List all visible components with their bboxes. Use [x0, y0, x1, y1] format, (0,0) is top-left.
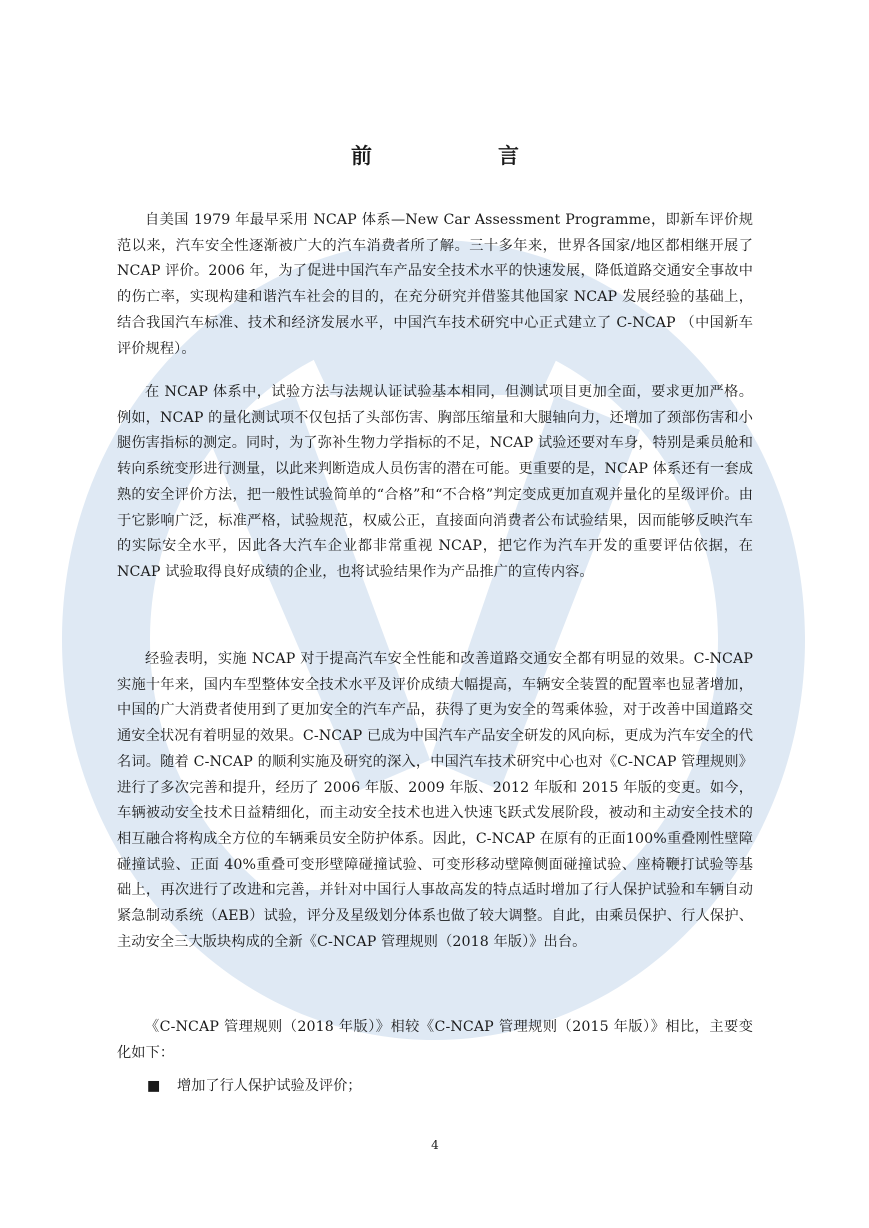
paragraph-1: 自美国 1979 年最早采用 NCAP 体系—New Car Assessment Programme，即新车评价规范以来，汽车安全性逐渐被广大的汽车消费者所了解。三十多年来，世界各国家/地区都相继开展了 NCAP 评价。2006 年，为了促进中国汽车产品安全技术水平的快速发展，降低道路交通安全事故中的伤亡率，实现构建和谐汽车社会的目的，在充分研究并借鉴其他国家 NCAP 发展经验的基础上，结合我国汽车标准、技术和经济发展水平，中国汽车技术研究中心正式建立了 C-NCAP （中国新车评价规程）。 [117, 212, 753, 357]
paragraph-4: 《C-NCAP 管理规则（2018 年版）》相较《C-NCAP 管理规则（2015 年版）》相比，主要变化如下： [117, 1019, 753, 1061]
bullet-item [147, 1073, 361, 1099]
page-number: 4 [431, 1138, 439, 1152]
paragraph-2: 在 NCAP 体系中，试验方法与法规认证试验基本相同，但测试项目更加全面，要求更加严格。例如，NCAP 的量化测试项不仅包括了头部伤害、胸部压缩量和大腿轴向力，还增加了颈部伤害和小腿伤害指标的测定。同时，为了弥补生物力学指标的不足，NCAP 试验还要对车身，特别是乘员舱和转向系统变形进行测量，以此来判断造成人员伤害的潜在可能。更重要的是，NCAP 体系还有一套成熟的安全评价方法，把一般性试验简单的“合格”和“不合格”判定变成更加直观并量化的星级评价。由于它影响广泛，标准严格，试验规范，权威公正，直接面向消费者公布试验结果，因而能够反映汽车的实际安全水平，因此各大汽车企业都非常重视 NCAP，把它作为汽车开发的重要评估依据，在 NCAP 试验取得良好成绩的企业，也将试验结果作为产品推广的宣传内容。 [117, 384, 753, 580]
square-bullet-icon: ■ [147, 1078, 161, 1094]
bullet-text: 增加了行人保护试验及评价； [177, 1078, 362, 1094]
paragraph-3: 经验表明，实施 NCAP 对于提高汽车安全性能和改善道路交通安全都有明显的效果。C-NCAP 实施十年来，国内车型整体安全技术水平及评价成绩大幅提高，车辆安全装置的配置率也显著增加，中国的广大消费者使用到了更加安全的汽车产品，获得了更为安全的驾乘体验，对于改善中国道路交通安全状况有着明显的效果。C-NCAP 已成为中国汽车产品安全研发的风向标，更成为汽车安全的代名词。随着 C-NCAP 的顺利实施及研究的深入，中国汽车技术研究中心也对《C-NCAP 管理规则》进行了多次完善和提升，经历了 2006 年版、2009 年版、2012 年版和 2015 年版的变更。如今，车辆被动安全技术日益精细化，而主动安全技术也进入快速飞跃式发展阶段，被动和主动安全技术的相互融合将构成全方位的车辆乘员安全防护体系。因此，C-NCAP 在原有的正面100%重叠刚性壁障碰撞试验、正面 40%重叠可变形壁障碰撞试验、可变形移动壁障侧面碰撞试验、座椅鞭打试验等基础上，再次进行了改进和完善，并针对中国行人事故高发的特点适时增加了行人保护试验和车辆自动紧急制动系统（AEB）试验，评分及星级划分体系也做了较大调整。自此，由乘员保护、行人保护、主动安全三大版块构成的全新《C-NCAP 管理规则（2018 年版）》出台。 [117, 651, 753, 950]
page-title: 前 言 [351, 144, 547, 168]
